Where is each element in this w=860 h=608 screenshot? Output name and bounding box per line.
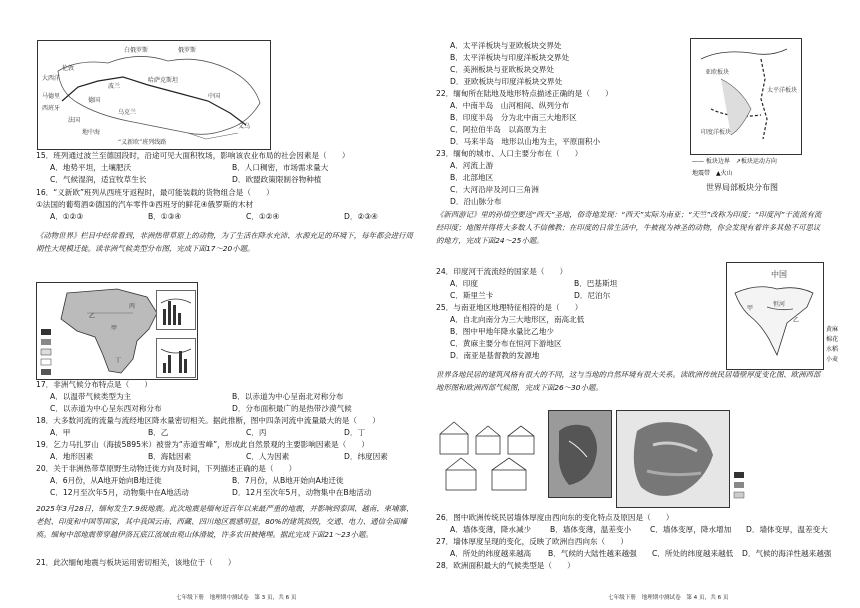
q22-option-a[interactable]: A．中南半岛 山河相间、纵列分布: [450, 101, 570, 110]
q27-option-a[interactable]: A．所处的纬度越来越高: [450, 549, 532, 558]
q26-option-a[interactable]: A．墙体变薄，降水减少: [450, 525, 532, 534]
house-wall-thickness-diagram: [436, 406, 540, 506]
page-footer-left: 七年级下册 地理期中测试卷 第 3 页，共 6 页: [176, 595, 297, 601]
map-label-ganges: 恒河: [773, 301, 786, 308]
q18-option-b[interactable]: B．乙: [148, 428, 169, 437]
question-26: 26．图中欧洲传统民居墙体厚度由西向东的变化特点及原因是（ ）: [436, 513, 674, 522]
q20-option-d[interactable]: D．12月至次年5月，动物集中在B地活动: [232, 488, 372, 497]
q22-option-b[interactable]: B．印度半岛 分为北中南三大地形区: [450, 113, 577, 122]
plate-label-indian: 印度洋板块: [701, 129, 732, 136]
q19-option-a[interactable]: A．地形因素: [50, 452, 94, 461]
q17-option-b[interactable]: B．以赤道为中心呈南北对称分布: [232, 392, 344, 401]
europe-terrain-map: [548, 410, 612, 498]
passage-south-asia: 《新西游记》里的孙悟空要送“西天”圣地，俗奇地发现：“西天”实际为南亚；“天竺”改称为印度；“印度河”干流流有流经印度；地图并得将大多数人不信佛教；在印度的日常生活中，牛被视为神圣的动物，你会发现有着许多其他不可思议的地方，完成下面24～25小题。: [436, 210, 822, 245]
south-asia-map: [726, 262, 824, 370]
question-22: 22．缅甸所在陆地及地形特点描述正确的是（ ）: [436, 89, 613, 98]
q15-option-b[interactable]: B．人口稠密，市场需求量大: [232, 163, 329, 172]
q24-option-a[interactable]: A．印度: [450, 279, 478, 288]
question-16: 16．“义新欧”班列从西班牙返程时，最可能装载的货物组合是（ ）: [36, 188, 274, 197]
crop-legend-jute: 黄麻: [826, 326, 839, 333]
climate-chart-b: [156, 338, 196, 378]
q22-option-d[interactable]: D．马来半岛 地形以山地为主，平原面积小: [450, 137, 601, 146]
q16-items: ①法国的葡萄酒②德国的汽车零件③西班牙的鲜花④俄罗斯的木材: [36, 200, 254, 209]
question-20: 20．关于非洲热带草原野生动物迁徙方向及时间，下列描述正确的是（ ）: [36, 464, 297, 473]
q15-option-a[interactable]: A．地势平坦，土壤肥沃: [50, 163, 132, 172]
crop-legend-wheat: 小麦: [826, 356, 839, 363]
q19-option-b[interactable]: B．海陆因素: [148, 452, 192, 461]
question-25: 25．与南亚地区地理特征相符的是（ ）: [436, 303, 583, 312]
plate-label-pacific: 太平洋板块: [767, 87, 798, 94]
q20-option-b[interactable]: B．7月份，从B地开始向A地迁徙: [232, 476, 344, 485]
q16-option-c[interactable]: C．①②④: [246, 212, 280, 221]
question-18: 18．大多数河流的流量与流经地区降水量密切相关。据此推断，图中四条河流中流量最大的是（ ）: [36, 416, 380, 425]
europe-climate-drawing: [617, 411, 729, 507]
q27-option-c[interactable]: C．所处的纬度越来越低: [652, 549, 734, 558]
q18-option-c[interactable]: C．丙: [246, 428, 267, 437]
q22-option-c[interactable]: C．阿拉伯半岛 以高原为主: [450, 125, 547, 134]
map-label-mediterranean: 地中海: [82, 129, 101, 136]
q18-option-d[interactable]: D．丁: [344, 428, 366, 437]
plate-boundary-map: [690, 38, 802, 155]
question-21: 21．此次缅甸地震与板块运用密切相关，该地位于（ ）: [36, 558, 236, 567]
q27-option-d[interactable]: D．气候的海洋性越来越强: [742, 549, 832, 558]
map-label-london: 伦敦: [62, 65, 75, 72]
house-diagram-drawing: [436, 406, 540, 506]
question-15: 15．班列通过波兰至德国段时，沿途可见大面积牧场，影响该农业布局的社会因素是（ ）: [36, 151, 350, 160]
river-label-bing: 丙: [129, 303, 136, 310]
question-28: 28．欧洲面积最大的气候类型是（ ）: [436, 561, 575, 570]
q15-option-d[interactable]: D．欧盟政策限制谷物种植: [232, 175, 322, 184]
map-label-atlantic: 大西洋: [42, 75, 61, 82]
map-label-china-south-asia: 中国: [771, 270, 787, 279]
q24-option-b[interactable]: B．巴基斯坦: [574, 279, 618, 288]
map-label-yi: 乙: [793, 317, 800, 324]
question-19: 19．乞力马扎罗山（海拔5895米）被誉为“赤道雪峰”，形成此自然景观的主要影响因素是（ ）: [36, 440, 370, 449]
passage-europe: 世界各地民居的建筑风格有很大的不同，这与当地的自然环境有很大关系。读欧洲传统民居墙壁厚度变化图、欧洲西部地形图和欧洲西部气候图，完成下面26～30小题。: [436, 370, 821, 392]
map-label-ukraine: 乌克兰: [118, 109, 137, 116]
q21-option-c[interactable]: C．美洲板块与亚欧板块交界处: [450, 65, 555, 74]
q25-option-b[interactable]: B．图中甲地年降水量比乙地少: [450, 327, 554, 336]
europe-climate-map: [616, 410, 730, 508]
map-label-spain: 西班牙: [42, 105, 61, 112]
map-label-germany: 德国: [88, 97, 101, 104]
q26-option-d[interactable]: D．墙体变厚，温差变大: [746, 525, 828, 534]
q24-option-d[interactable]: D．尼泊尔: [574, 291, 611, 300]
q26-option-b[interactable]: B．墙体变薄，温差变小: [550, 525, 632, 534]
q15-option-c[interactable]: C．气候湿润，适宜牧草生长: [50, 175, 147, 184]
q19-option-d[interactable]: D．纬度因素: [344, 452, 388, 461]
route-map-drawing: [38, 41, 270, 149]
map-label-china: 中国: [208, 93, 221, 100]
q18-option-a[interactable]: A．甲: [50, 428, 71, 437]
plate-legend-zone: 地震带 ▲火山: [692, 170, 733, 177]
q20-option-c[interactable]: C．12月至次年5月，动物集中在A地活动: [50, 488, 189, 497]
passage-myanmar: 2025年3月28日，缅甸发生7.9级地震。此次地震是缅甸近百年以来最严重的地震，并影响到泰国、越南、柬埔寨、老挝、印度和中国等国家，其中我国云南、西藏、四川地区震感明显，80%的建筑损毁，交通、电力、通信全面瘫痪。缅甸中部地震带穿越伊洛瓦底江流域由观山体滑坡，许多农田被掩埋。据此完成下面21～23小题。: [36, 504, 414, 539]
map-label-kazakhstan: 哈萨克斯坦: [148, 77, 179, 84]
q21-option-a[interactable]: A．太平洋板块与亚欧板块交界处: [450, 41, 562, 50]
question-17: 17．非洲气候分布特点是（ ）: [36, 380, 152, 389]
question-27: 27．墙体厚度呈现的变化，反映了欧洲自西向东（ ）: [436, 537, 628, 546]
question-23: 23．缅甸的城市、人口主要分布在（ ）: [436, 149, 583, 158]
q21-option-d[interactable]: D．亚欧板块与印度洋板块交界处: [450, 77, 563, 86]
map-label-poland: 波兰: [108, 83, 121, 90]
route-map-legend: “义新欧”班列线路: [118, 139, 167, 146]
river-label-yi: 乙: [89, 313, 96, 320]
passage-africa: 《动物世界》栏目中经常看到，非洲热带草原上的动物，为了生活在降水充沛、水源充足的环境下，每年都会进行周期性大规模迁徙。读非洲气候类型分布图，完成下面17～20小题。: [36, 231, 413, 253]
plate-map-caption: 世界局部板块分布图: [706, 183, 778, 192]
q23-option-d[interactable]: D．沿山脉分布: [450, 197, 502, 206]
q17-option-a[interactable]: A．以温带气候类型为主: [50, 392, 132, 401]
europe-terrain-drawing: [549, 411, 611, 497]
q16-option-d[interactable]: D．②③④: [344, 212, 378, 221]
q16-option-b[interactable]: B．①③④: [148, 212, 182, 221]
plate-legend-boundary: —— 板块边界 ↗板块运动方向: [692, 158, 777, 165]
q23-option-a[interactable]: A．河流上游: [450, 161, 494, 170]
map-label-france: 法国: [68, 117, 81, 124]
climate-chart-a: [156, 290, 196, 330]
river-label-ding: 丁: [115, 357, 122, 364]
q26-option-c[interactable]: C．墙体变厚，降水增加: [650, 525, 732, 534]
plate-label-eurasian: 亚欧板块: [705, 69, 730, 76]
q20-option-a[interactable]: A．6月份，从A地开始向B地迁徙: [50, 476, 162, 485]
q25-option-d[interactable]: D．南亚是基督教的发源地: [450, 351, 540, 360]
q23-option-c[interactable]: C．大河沿岸及河口三角洲: [450, 185, 539, 194]
q19-option-c[interactable]: C．人为因素: [246, 452, 290, 461]
q21-option-b[interactable]: B．太平洋板块与印度洋板块交界处: [450, 53, 570, 62]
crop-legend-rice: 水稻: [826, 346, 839, 353]
map-label-russia: 俄罗斯: [178, 47, 197, 54]
question-24: 24．印度河干流流经的国家是（ ）: [436, 267, 568, 276]
q25-option-c[interactable]: C．黄麻主要分布在恒河下游地区: [450, 339, 562, 348]
crop-legend-cotton: 棉花: [826, 336, 839, 343]
map-label-yiwu: 义乌: [238, 123, 251, 130]
map-label-belarus: 白俄罗斯: [124, 47, 149, 54]
q17-option-c[interactable]: C．以赤道为中心呈东西对称分布: [50, 404, 162, 413]
q27-option-b[interactable]: B．气候的大陆性越来越强: [548, 549, 637, 558]
map-label-jia: 甲: [747, 305, 754, 312]
q17-option-d[interactable]: D．分布面积最广的是热带沙漠气候: [232, 404, 352, 413]
map-label-madrid: 马德里: [42, 93, 61, 100]
page-footer-right: 七年级下册 地理期中测试卷 第 4 页，共 6 页: [608, 595, 729, 601]
q25-option-a[interactable]: A．自北向南分为三大地形区，南高北低: [450, 315, 585, 324]
europe-climate-legend: [732, 470, 792, 500]
q16-option-a[interactable]: A．①②③: [50, 212, 84, 221]
q24-option-c[interactable]: C．斯里兰卡: [450, 291, 494, 300]
q23-option-b[interactable]: B．北部地区: [450, 173, 494, 182]
railway-route-map: [37, 40, 271, 150]
river-label-jia: 甲: [111, 325, 118, 332]
